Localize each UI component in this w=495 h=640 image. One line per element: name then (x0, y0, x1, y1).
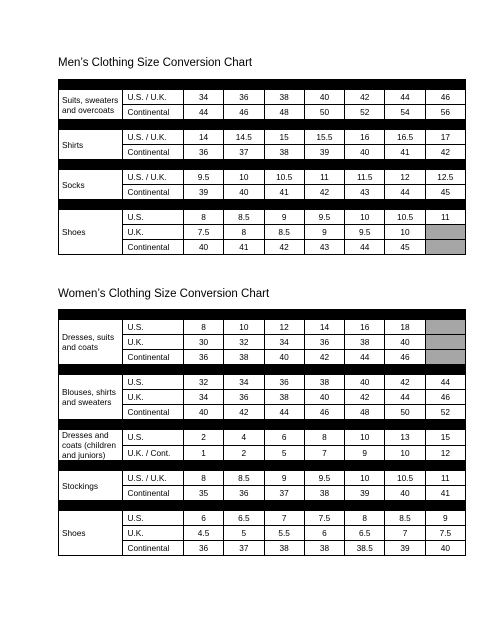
size-value-cell: 36 (264, 375, 304, 390)
separator-cell (264, 160, 304, 170)
size-value-cell: 15 (264, 130, 304, 145)
size-value-cell: 7.5 (304, 511, 344, 526)
size-value-cell: 4 (224, 430, 264, 446)
separator-cell (385, 160, 425, 170)
separator-cell (123, 461, 183, 471)
size-value-cell: 54 (385, 105, 425, 120)
size-value-cell: 17 (425, 130, 465, 145)
size-value-cell: 6 (264, 430, 304, 446)
size-value-cell: 9 (345, 445, 385, 461)
size-value-cell: 10 (385, 225, 425, 240)
separator-cell (425, 501, 465, 511)
separator-cell (385, 420, 425, 430)
size-value-cell: 36 (224, 90, 264, 105)
size-value-cell: 8.5 (224, 210, 264, 225)
separator-cell (345, 120, 385, 130)
size-value-cell: 42 (224, 405, 264, 420)
separator-cell (345, 80, 385, 90)
size-value-cell: 10 (345, 210, 385, 225)
size-value-cell: 40 (385, 335, 425, 350)
separator-cell (59, 120, 123, 130)
size-value-cell: 10 (345, 471, 385, 486)
size-value-cell: 12 (385, 170, 425, 185)
size-value-cell: 52 (345, 105, 385, 120)
separator-cell (425, 160, 465, 170)
separator-cell (59, 420, 123, 430)
size-system-label: U.S. (123, 511, 183, 526)
size-value-cell: 6 (183, 511, 223, 526)
size-value-cell: 7 (385, 526, 425, 541)
size-system-label: Continental (123, 145, 183, 160)
empty-size-cell (425, 335, 465, 350)
separator-cell (224, 160, 264, 170)
size-value-cell: 14 (304, 320, 344, 335)
size-value-cell: 37 (224, 541, 264, 556)
separator-cell (264, 80, 304, 90)
size-value-cell: 39 (304, 145, 344, 160)
size-system-label: U.S. / U.K. (123, 130, 183, 145)
category-label: Shoes (59, 210, 123, 255)
separator-cell (123, 365, 183, 375)
size-value-cell: 44 (385, 390, 425, 405)
size-value-cell: 46 (385, 350, 425, 365)
size-value-cell: 38 (345, 335, 385, 350)
separator-cell (425, 200, 465, 210)
separator-cell (224, 80, 264, 90)
size-value-cell: 38 (224, 350, 264, 365)
size-value-cell: 38 (264, 90, 304, 105)
size-system-label: U.S. / U.K. (123, 170, 183, 185)
separator-cell (304, 80, 344, 90)
size-system-label: U.K. / Cont. (123, 445, 183, 461)
separator-cell (123, 120, 183, 130)
separator-cell (385, 365, 425, 375)
separator-cell (264, 120, 304, 130)
size-row-shirts (59, 130, 466, 145)
separator-cell (304, 365, 344, 375)
separator-cell (425, 420, 465, 430)
size-system-label: U.K. (123, 335, 183, 350)
size-value-cell: 36 (183, 350, 223, 365)
separator-cell (385, 310, 425, 320)
separator-cell (345, 420, 385, 430)
size-system-label: U.S. (123, 430, 183, 446)
size-value-cell: 8 (224, 225, 264, 240)
size-value-cell: 9 (264, 471, 304, 486)
separator-cell (385, 80, 425, 90)
size-value-cell: 36 (183, 145, 223, 160)
size-value-cell: 8 (183, 320, 223, 335)
size-value-cell: 13 (385, 430, 425, 446)
size-row-stockings (59, 471, 466, 486)
size-value-cell: 35 (183, 486, 223, 501)
separator-cell (304, 420, 344, 430)
size-value-cell: 12 (264, 320, 304, 335)
category-label: Dresses and coats (children and juniors) (59, 430, 123, 461)
separator-bar (59, 200, 466, 210)
size-value-cell: 44 (385, 185, 425, 200)
size-system-label: U.S. (123, 320, 183, 335)
size-value-cell: 42 (264, 240, 304, 255)
size-value-cell: 32 (183, 375, 223, 390)
size-value-cell: 40 (304, 390, 344, 405)
separator-cell (59, 310, 123, 320)
separator-bar (59, 120, 466, 130)
size-value-cell: 43 (345, 185, 385, 200)
separator-cell (345, 310, 385, 320)
size-value-cell: 46 (224, 105, 264, 120)
separator-cell (224, 365, 264, 375)
separator-cell (425, 120, 465, 130)
separator-cell (264, 461, 304, 471)
size-value-cell: 30 (183, 335, 223, 350)
separator-cell (224, 310, 264, 320)
size-value-cell: 9 (304, 225, 344, 240)
separator-cell (224, 200, 264, 210)
separator-cell (183, 501, 223, 511)
separator-cell (183, 80, 223, 90)
category-label: Stockings (59, 471, 123, 501)
separator-cell (224, 501, 264, 511)
size-value-cell: 16.5 (385, 130, 425, 145)
size-value-cell: 48 (264, 105, 304, 120)
size-value-cell: 36 (183, 541, 223, 556)
size-value-cell: 16 (345, 320, 385, 335)
size-value-cell: 5 (224, 526, 264, 541)
separator-cell (224, 461, 264, 471)
size-system-label: Continental (123, 105, 183, 120)
size-row-suits-sweaters-and-overcoats (59, 90, 466, 105)
size-value-cell: 6.5 (224, 511, 264, 526)
empty-size-cell (425, 225, 465, 240)
size-value-cell: 39 (385, 541, 425, 556)
separator-cell (59, 80, 123, 90)
separator-cell (345, 461, 385, 471)
separator-cell (345, 160, 385, 170)
size-value-cell: 14 (183, 130, 223, 145)
size-row-shoes (59, 210, 466, 225)
separator-cell (59, 365, 123, 375)
size-value-cell: 10 (224, 320, 264, 335)
separator-cell (224, 120, 264, 130)
size-value-cell: 44 (183, 105, 223, 120)
separator-bar (59, 501, 466, 511)
category-label: Socks (59, 170, 123, 200)
size-value-cell: 52 (425, 405, 465, 420)
size-value-cell: 46 (425, 90, 465, 105)
size-value-cell: 40 (385, 486, 425, 501)
size-value-cell: 38 (264, 390, 304, 405)
size-value-cell: 9.5 (183, 170, 223, 185)
size-value-cell: 45 (385, 240, 425, 255)
separator-bar (59, 80, 466, 90)
separator-cell (304, 200, 344, 210)
empty-size-cell (425, 350, 465, 365)
size-value-cell: 1 (183, 445, 223, 461)
size-value-cell: 40 (345, 145, 385, 160)
size-value-cell: 10 (345, 430, 385, 446)
size-value-cell: 36 (304, 335, 344, 350)
size-value-cell: 12 (425, 445, 465, 461)
size-value-cell: 6.5 (345, 526, 385, 541)
size-value-cell: 8.5 (385, 511, 425, 526)
size-row-shoes (59, 511, 466, 526)
size-system-label: U.K. (123, 526, 183, 541)
size-value-cell: 41 (425, 486, 465, 501)
size-value-cell: 7.5 (425, 526, 465, 541)
size-value-cell: 38 (304, 486, 344, 501)
size-value-cell: 5 (264, 445, 304, 461)
separator-bar (59, 420, 466, 430)
separator-cell (224, 420, 264, 430)
size-system-label: Continental (123, 350, 183, 365)
size-value-cell: 15.5 (304, 130, 344, 145)
size-value-cell: 40 (264, 350, 304, 365)
separator-cell (123, 200, 183, 210)
size-value-cell: 15 (425, 430, 465, 446)
size-value-cell: 5.5 (264, 526, 304, 541)
size-system-label: Continental (123, 541, 183, 556)
size-value-cell: 41 (224, 240, 264, 255)
size-value-cell: 9 (264, 210, 304, 225)
size-value-cell: 42 (425, 145, 465, 160)
size-system-label: Continental (123, 185, 183, 200)
size-value-cell: 7.5 (183, 225, 223, 240)
size-value-cell: 14.5 (224, 130, 264, 145)
size-value-cell: 40 (183, 240, 223, 255)
size-value-cell: 8.5 (264, 225, 304, 240)
size-value-cell: 7 (264, 511, 304, 526)
separator-cell (59, 461, 123, 471)
size-value-cell: 34 (183, 90, 223, 105)
separator-cell (304, 160, 344, 170)
size-system-label: U.K. (123, 390, 183, 405)
separator-bar (59, 310, 466, 320)
separator-cell (425, 365, 465, 375)
size-value-cell: 8 (183, 210, 223, 225)
size-value-cell: 44 (264, 405, 304, 420)
size-value-cell: 2 (224, 445, 264, 461)
size-value-cell: 40 (304, 90, 344, 105)
category-label: Shirts (59, 130, 123, 160)
separator-cell (385, 501, 425, 511)
separator-cell (345, 365, 385, 375)
size-value-cell: 11.5 (345, 170, 385, 185)
size-value-cell: 34 (224, 375, 264, 390)
separator-bar (59, 160, 466, 170)
size-value-cell: 42 (345, 390, 385, 405)
separator-cell (59, 160, 123, 170)
womens-chart-title: Women’s Clothing Size Conversion Chart (58, 288, 270, 300)
size-value-cell: 4.5 (183, 526, 223, 541)
size-value-cell: 48 (345, 405, 385, 420)
separator-cell (425, 310, 465, 320)
size-system-label: U.K. (123, 225, 183, 240)
size-value-cell: 34 (264, 335, 304, 350)
separator-cell (183, 120, 223, 130)
category-label: Suits, sweaters and overcoats (59, 90, 123, 120)
size-value-cell: 46 (425, 390, 465, 405)
size-value-cell: 11 (425, 210, 465, 225)
category-label: Shoes (59, 511, 123, 556)
size-value-cell: 7 (304, 445, 344, 461)
size-value-cell: 40 (345, 375, 385, 390)
size-value-cell: 44 (345, 350, 385, 365)
size-value-cell: 46 (304, 405, 344, 420)
size-value-cell: 38 (264, 145, 304, 160)
size-value-cell: 8 (304, 430, 344, 446)
size-value-cell: 37 (264, 486, 304, 501)
separator-cell (59, 200, 123, 210)
separator-cell (59, 501, 123, 511)
separator-cell (183, 200, 223, 210)
womens-size-table (58, 309, 466, 556)
size-system-label: U.S. (123, 210, 183, 225)
size-value-cell: 8.5 (224, 471, 264, 486)
separator-cell (385, 120, 425, 130)
separator-cell (425, 80, 465, 90)
size-value-cell: 39 (183, 185, 223, 200)
size-value-cell: 56 (425, 105, 465, 120)
size-value-cell: 44 (345, 240, 385, 255)
separator-cell (123, 420, 183, 430)
separator-cell (183, 420, 223, 430)
size-value-cell: 42 (345, 90, 385, 105)
size-row-dresses-suits-and-coats (59, 320, 466, 335)
size-value-cell: 36 (224, 390, 264, 405)
separator-cell (304, 501, 344, 511)
size-value-cell: 9.5 (345, 225, 385, 240)
separator-cell (183, 461, 223, 471)
category-label: Dresses, suits and coats (59, 320, 123, 365)
separator-cell (385, 200, 425, 210)
separator-cell (183, 365, 223, 375)
size-value-cell: 12.5 (425, 170, 465, 185)
size-value-cell: 36 (224, 486, 264, 501)
size-value-cell: 10.5 (385, 471, 425, 486)
category-label: Blouses, shirts and sweaters (59, 375, 123, 420)
size-system-label: U.S. / U.K. (123, 471, 183, 486)
size-value-cell: 9.5 (304, 471, 344, 486)
size-system-label: Continental (123, 240, 183, 255)
separator-cell (264, 200, 304, 210)
size-value-cell: 41 (264, 185, 304, 200)
empty-size-cell (425, 240, 465, 255)
size-value-cell: 44 (385, 90, 425, 105)
separator-cell (264, 501, 304, 511)
separator-bar (59, 461, 466, 471)
size-value-cell: 44 (425, 375, 465, 390)
separator-bar (59, 365, 466, 375)
separator-cell (183, 160, 223, 170)
size-value-cell: 9 (425, 511, 465, 526)
size-value-cell: 11 (425, 471, 465, 486)
size-system-label: U.S. (123, 375, 183, 390)
separator-cell (123, 160, 183, 170)
separator-cell (425, 461, 465, 471)
size-value-cell: 11 (304, 170, 344, 185)
size-value-cell: 39 (345, 486, 385, 501)
separator-cell (304, 461, 344, 471)
separator-cell (183, 310, 223, 320)
size-value-cell: 38 (304, 541, 344, 556)
size-value-cell: 50 (304, 105, 344, 120)
separator-cell (123, 80, 183, 90)
size-value-cell: 41 (385, 145, 425, 160)
separator-cell (123, 501, 183, 511)
size-value-cell: 40 (425, 541, 465, 556)
size-value-cell: 40 (224, 185, 264, 200)
size-value-cell: 38 (264, 541, 304, 556)
size-value-cell: 43 (304, 240, 344, 255)
size-value-cell: 32 (224, 335, 264, 350)
separator-cell (345, 200, 385, 210)
mens-size-table (58, 79, 466, 255)
size-value-cell: 34 (183, 390, 223, 405)
size-value-cell: 40 (183, 405, 223, 420)
size-value-cell: 38.5 (345, 541, 385, 556)
separator-cell (264, 310, 304, 320)
size-value-cell: 16 (345, 130, 385, 145)
size-value-cell: 10 (385, 445, 425, 461)
size-value-cell: 2 (183, 430, 223, 446)
size-row-socks (59, 170, 466, 185)
size-system-label: U.S. / U.K. (123, 90, 183, 105)
size-value-cell: 10.5 (264, 170, 304, 185)
size-value-cell: 38 (304, 375, 344, 390)
mens-chart-title: Men’s Clothing Size Conversion Chart (58, 57, 253, 69)
size-value-cell: 42 (304, 350, 344, 365)
separator-cell (385, 461, 425, 471)
size-value-cell: 9.5 (304, 210, 344, 225)
empty-size-cell (425, 320, 465, 335)
size-system-label: Continental (123, 405, 183, 420)
size-value-cell: 10 (224, 170, 264, 185)
size-system-label: Continental (123, 486, 183, 501)
size-value-cell: 6 (304, 526, 344, 541)
size-value-cell: 8 (183, 471, 223, 486)
separator-cell (304, 310, 344, 320)
separator-cell (345, 501, 385, 511)
size-value-cell: 18 (385, 320, 425, 335)
size-value-cell: 45 (425, 185, 465, 200)
separator-cell (264, 420, 304, 430)
size-value-cell: 8 (345, 511, 385, 526)
size-value-cell: 42 (304, 185, 344, 200)
size-value-cell: 37 (224, 145, 264, 160)
separator-cell (264, 365, 304, 375)
size-value-cell: 50 (385, 405, 425, 420)
size-value-cell: 42 (385, 375, 425, 390)
separator-cell (304, 120, 344, 130)
separator-cell (123, 310, 183, 320)
size-row-dresses-and-coats-children-and-juniors (59, 430, 466, 446)
size-row-blouses-shirts-and-sweaters (59, 375, 466, 390)
size-value-cell: 10.5 (385, 210, 425, 225)
